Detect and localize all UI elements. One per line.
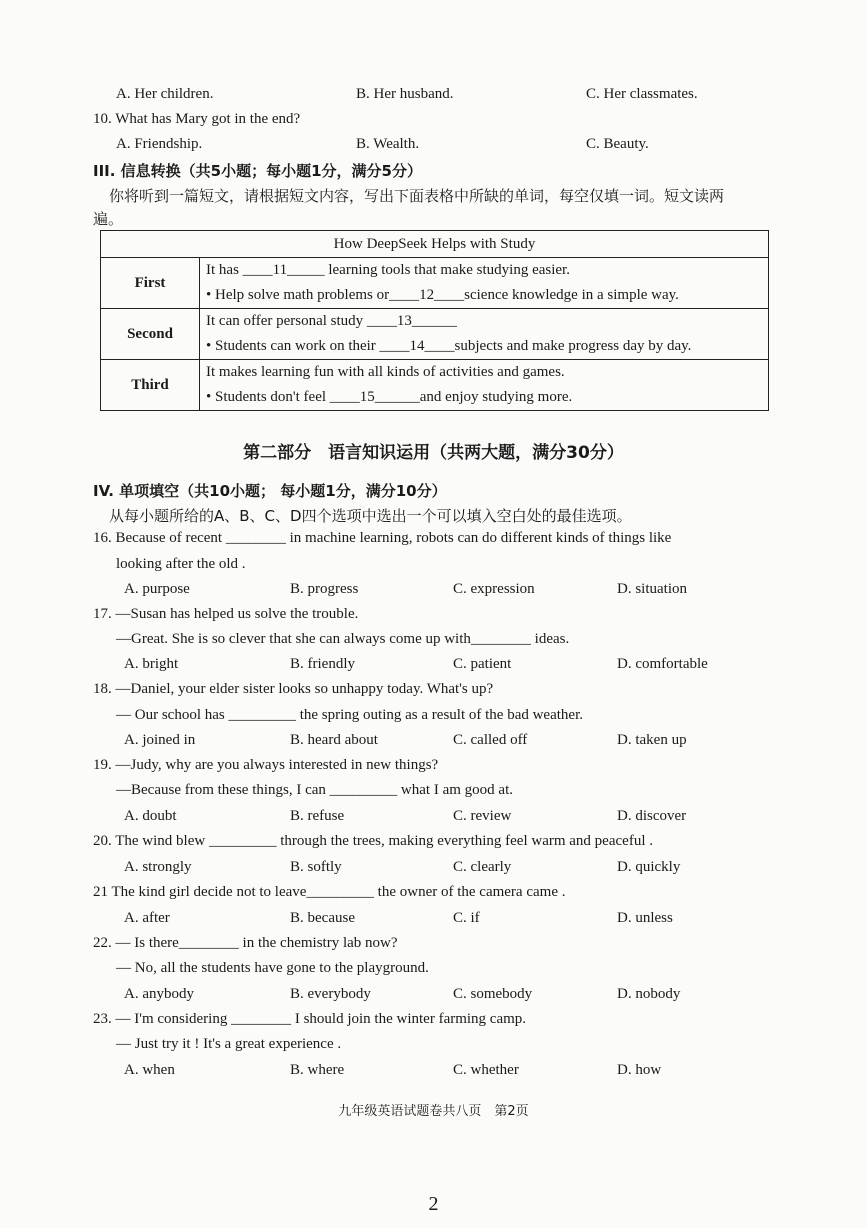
row-label: First <box>101 258 200 309</box>
option-d: D. comfortable <box>617 656 708 672</box>
option-d: D. situation <box>617 581 687 597</box>
option-c: C. called off <box>453 732 528 748</box>
question-line: 22. — Is there________ in the chemistry lab now? <box>93 935 398 951</box>
option-b: B. progress <box>290 581 359 597</box>
table-row <box>101 309 769 360</box>
option-a: A. joined in <box>124 732 196 748</box>
option-a: A. Her children. <box>116 86 214 102</box>
option-b: B. softly <box>290 859 342 875</box>
q9-options <box>0 86 867 108</box>
section3-instruction-1: 你将听到一篇短文，请根据短文内容，写出下面表格中所缺的单词，每空仅填一词。短文读两 <box>109 187 725 205</box>
option-a: A. Friendship. <box>116 136 203 152</box>
question-options <box>0 808 867 830</box>
row-label: Second <box>101 309 200 360</box>
option-c: C. patient <box>453 656 512 672</box>
option-d: D. taken up <box>617 732 687 748</box>
option-c: C. clearly <box>453 859 512 875</box>
question-line: — Just try it ! It's a great experience . <box>116 1036 342 1052</box>
question-options <box>0 581 867 603</box>
option-b: B. everybody <box>290 986 371 1002</box>
option-b: B. Wealth. <box>356 136 420 152</box>
table-row <box>101 258 769 309</box>
section3-title: III. 信息转换（共5小题；每小题1分，满分5分） <box>93 162 422 180</box>
table-row <box>101 360 769 411</box>
question-options <box>0 656 867 678</box>
option-b: B. because <box>290 910 355 926</box>
question-line: — No, all the students have gone to the playground. <box>116 960 429 976</box>
question-options <box>0 986 867 1008</box>
question-line: 20. The wind blew _________ through the trees, making everything feel warm and peaceful . <box>93 833 653 849</box>
question-options <box>0 1062 867 1084</box>
q10-stem: 10. What has Mary got in the end? <box>93 111 301 127</box>
question-line: 18. —Daniel, your elder sister looks so unhappy today. What's up? <box>93 681 494 697</box>
row-line: • Help solve math problems or____12____science knowledge in a simple way. <box>206 287 679 303</box>
question-line: looking after the old . <box>116 556 246 572</box>
option-b: B. heard about <box>290 732 378 748</box>
option-c: C. review <box>453 808 512 824</box>
question-options <box>0 732 867 754</box>
question-line: —Great. She is so clever that she can always come up with________ ideas. <box>116 631 570 647</box>
row-line: • Students don't feel ____15______and enjoy studying more. <box>206 389 573 405</box>
row-label: Third <box>101 360 200 411</box>
question-options <box>0 910 867 932</box>
info-table <box>100 230 769 411</box>
option-a: A. purpose <box>124 581 190 597</box>
option-d: D. nobody <box>617 986 681 1002</box>
option-d: D. quickly <box>617 859 681 875</box>
row-line: It makes learning fun with all kinds of activities and games. <box>206 364 565 380</box>
option-d: D. unless <box>617 910 673 926</box>
option-b: B. Her husband. <box>356 86 454 102</box>
table-header: How DeepSeek Helps with Study <box>101 231 769 258</box>
question-line: 21 The kind girl decide not to leave_________ the owner of the camera came . <box>93 884 566 900</box>
option-a: A. anybody <box>124 986 194 1002</box>
row-line: • Students can work on their ____14____subjects and make progress day by day. <box>206 338 692 354</box>
option-a: A. strongly <box>124 859 192 875</box>
section4-instruction: 从每小题所给的A、B、C、D四个选项中选出一个可以填入空白处的最佳选项。 <box>109 507 632 525</box>
section3-instruction-2: 遍。 <box>93 210 124 228</box>
option-a: A. bright <box>124 656 179 672</box>
q10-options <box>0 136 867 158</box>
option-b: B. where <box>290 1062 345 1078</box>
question-options <box>0 859 867 881</box>
option-d: D. discover <box>617 808 687 824</box>
page-footer: 九年级英语试题卷共八页 第2页 <box>338 1104 529 1119</box>
question-line: 17. —Susan has helped us solve the trouble. <box>93 606 359 622</box>
option-c: C. somebody <box>453 986 533 1002</box>
option-c: C. whether <box>453 1062 519 1078</box>
question-line: — Our school has _________ the spring outing as a result of the bad weather. <box>116 707 583 723</box>
row-line: It can offer personal study ____13______ <box>206 313 457 329</box>
option-d: D. how <box>617 1062 662 1078</box>
option-c: C. expression <box>453 581 535 597</box>
question-line: 16. Because of recent ________ in machine learning, robots can do different kinds of things like <box>93 530 672 546</box>
option-a: A. doubt <box>124 808 177 824</box>
option-c: C. if <box>453 910 480 926</box>
question-line: 23. — I'm considering ________ I should join the winter farming camp. <box>93 1011 527 1027</box>
option-c: C. Beauty. <box>586 136 649 152</box>
option-c: C. Her classmates. <box>586 86 698 102</box>
question-line: 19. —Judy, why are you always interested in new things? <box>93 757 439 773</box>
option-a: A. after <box>124 910 170 926</box>
question-line: —Because from these things, I can _________ what I am good at. <box>116 782 513 798</box>
option-b: B. friendly <box>290 656 355 672</box>
page-number: 2 <box>428 1193 439 1215</box>
row-line: It has ____11_____ learning tools that make studying easier. <box>206 262 570 278</box>
option-b: B. refuse <box>290 808 345 824</box>
section4-title: IV. 单项填空（共10小题； 每小题1分，满分10分） <box>93 482 447 500</box>
option-a: A. when <box>124 1062 175 1078</box>
part2-title: 第二部分 语言知识运用（共两大题，满分30分） <box>243 443 624 463</box>
